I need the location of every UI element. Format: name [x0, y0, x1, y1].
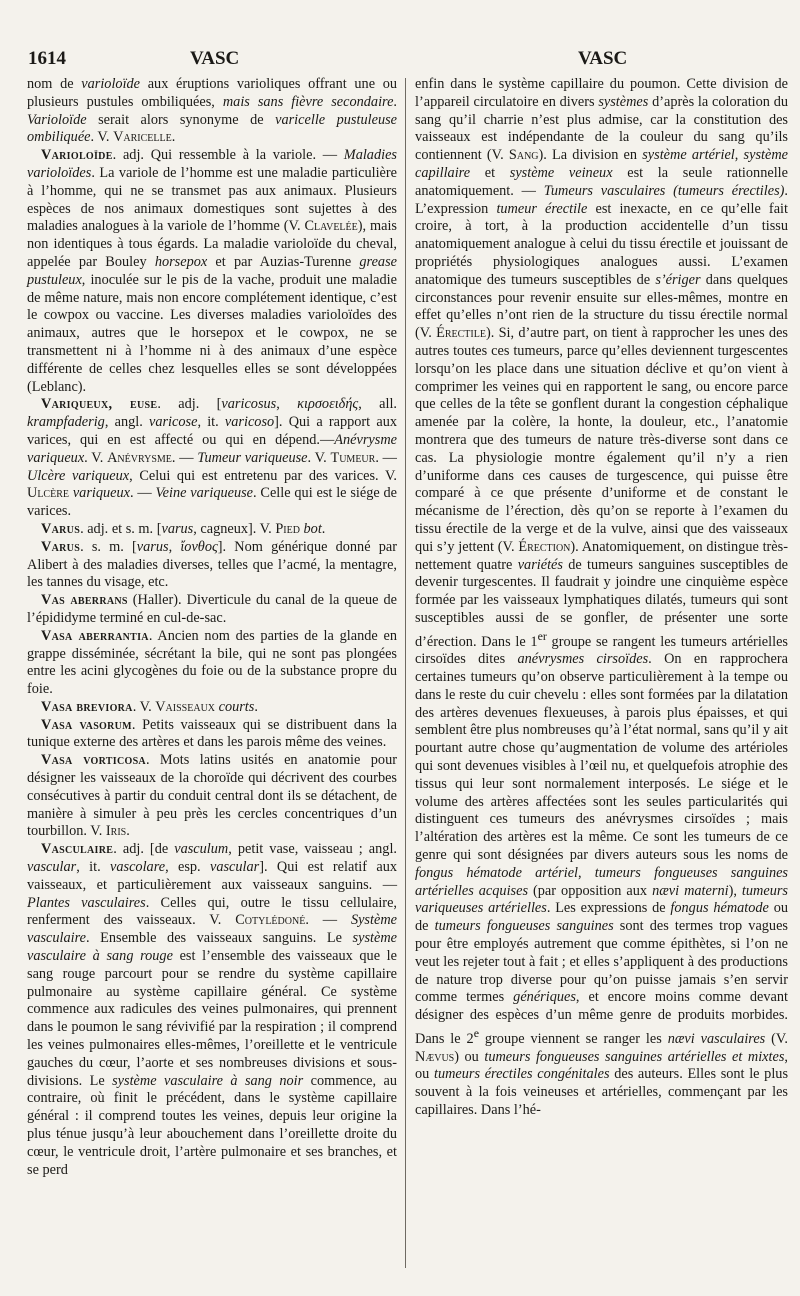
dictionary-entry: Vasa vasorum. Petits vaisseaux qui se distribuent dans la tunique externe des artères et dans les parois même des veines. — [27, 716, 397, 751]
running-header — [0, 48, 800, 74]
continued-paragraph: enfin dans le système capillaire du poumon. Cette division de l’appareil circulatoire en divers systèmes d’après la coloration du sang qu’il charrie n’est plus admise, car la constitution des vaisseaux est indépendante de la couleur du sang qu’ils contiennent (V. Sang). La division en système artériel, système capillaire et système veineux est la seule rationnelle anatomiquement. — Tumeurs vasculaires (tumeurs érectiles). L’expression tumeur érectile est inexacte, en ce qu’elle fait croire, à tort, à la production accidentelle d’un tissu anatomiquement analogue à celui du tissu érectile et jouissant de propriétés physiologiques analogues aussi. L’examen anatomique des tumeurs susceptibles de s’ériger dans quelques circonstances pour revenir ensuite sur elles-mêmes, montre en effet qu’elles n’ont rien de la structure du tissu érectile normal (V. Érectile). Si, d’autre part, on tient à rapprocher les unes des autres toutes ces tumeurs, parce qu’elles deviennent turgescentes lorsqu’on les place dans une situation déclive et qu’on vient à comprimer les veines qui en rapportent le sang, ou encore parce que celles de la tête se gonflent durant la congestion céphalique amenée par la colère, la honte, la douleur, etc., l’anatomie montrera que des tumeurs de nature très-diverse sont dans ce cas. La physiologie montre également qu’il n’y a rien d’uniforme dans ces causes de turgescence, qui puisse être comparé à ce que présente d’uniforme et de constant le mécanisme de l’érection, dès qu’on se reporte à l’examen du tissu érectile de la verge et de la vulve, ainsi que des vaisseaux qui s’y jettent (V. Érection). Anatomiquement, on distingue très-nettement quatre variétés de tumeurs sanguines susceptibles de devenir turgescentes. Il faudrait y joindre une cinquième espèce formée par les vaisseaux lymphatiques dilatés, tumeurs qui sont susceptibles aussi de se gonfler, de présenter une sorte d’érection. Dans le 1er groupe se rangent les tumeurs artérielles cirsoïdes dites anévrysmes cirsoïdes. On en rapprochera certaines tumeurs qu’on observe particulièrement à la tempe ou dans le reste du cuir chevelu : elles sont formées par la dilatation des artères devenues flexueuses, à parois plus épaisses, et qui semblent être plus nombreuses qu’à l’état normal, sans qu’il y ait pourtant autre chose qu’augmentation de volume des artérioles qui sont devenues visibles à l’œil nu, et quelquefois atrophie des tissus qui leur sont normalement interposés. Le siége et le volume des artères affectées sont les seules particularités qui distinguent ces tumeurs des anévrysmes cirsoïdes ; mais l’altération des artères est la même. Ce sont les tumeurs de ce genre qui sont désignées par divers auteurs sous les noms de fongus hématode artériel, tumeurs fongueuses sanguines artérielles acquises (par opposition aux nævi materni), tumeurs variqueuses artérielles. Les expressions de fongus hématode ou de tumeurs fongueuses sanguines sont des termes trop vagues pour être employés autrement que comme épithètes, si l’on ne veut les rejeter tout à fait ; et elles s’appliquent à des productions de nature trop diverse pour qu’on puisse jamais s’en servir comme termes génériques, et encore moins comme devant désigner des espèces d’un même genre de produits morbides. Dans le 2e groupe viennent se ranger les nævi vasculaires (V. Nævus) ou tumeurs fongueuses sanguines artérielles et mixtes, ou tumeurs érectiles congénitales des auteurs. Elles sont le plus souvent à la fois veineuses et artérielles, commençant par les capillaires. Dans l’hé- — [415, 76, 789, 1118]
dictionary-entry: Variqueux, euse. adj. [varicosus, κιρσοειδής, all. krampfaderig, angl. varicose, it. varicoso]. Qui a rapport aux varices, qui en est affecté ou qui en dépend.—Anévrysme variqueux. V. Anévrysme. — Tumeur variqueuse. V. Tumeur. — Ulcère variqueux, Celui qui est entretenu par des varices. V. Ulcère variqueux. — Veine variqueuse. Celle qui est le siége de varices. — [27, 396, 398, 520]
left-running-head: VASC — [190, 48, 240, 69]
dictionary-entry: Varus. s. m. [varus, ἴονθος]. Nom générique donné par Alibert à des maladies diverses, telles que l’acmé, la mentagre, les tannes du visage, etc. — [27, 538, 397, 591]
dictionary-entry: Vasa vorticosa. Mots latins usités en anatomie pour désigner les vaisseaux de la choroïde qui décrivent des courbes consécutives à partir du conduit central dont ils se détachent, de manière à simuler à peu près les cercles concentriques d’un tourbillon. V. Iris. — [27, 752, 397, 840]
dictionary-entry: Vasa breviora. V. Vaisseaux courts. — [41, 698, 258, 715]
dictionary-entry: Vasa aberrantia. Ancien nom des parties de la glande en grappe disséminée, sécrétant la bile, qui ne sont pas plongées entre les acini glycogènes du foie ou de la substance propre du foie. — [27, 627, 397, 698]
dictionary-entry: Vas aberrans (Haller). Diverticule du canal de la queue de l’épididyme terminé en cul-de-sac. — [27, 592, 397, 626]
right-running-head: VASC — [578, 48, 628, 69]
column-divider — [405, 78, 406, 1268]
page-number: 1614 — [28, 48, 66, 69]
left-column — [27, 76, 397, 1179]
dictionary-entry: Varus. adj. et s. m. [varus, cagneux]. V. Pied bot. — [41, 520, 326, 537]
dictionary-entry: Vasculaire. adj. [de vasculum, petit vase, vaisseau ; angl. vascular, it. vascolare, esp. vascular]. Qui est relatif aux vaisseaux, et particulièrement aux vaisseaux sanguins. — Plantes vasculaires. Celles qui, outre le tissu cellulaire, renferment des vaisseaux. V. Cotylédoné. — Système vasculaire. Ensemble des vaisseaux sanguins. Le système vasculaire à sang rouge est l’ensemble des vaisseaux que le sang rouge parcourt pour se rendre du système capillaire pulmonaire au système capillaire général. Ce système commence aux radicules des veines pulmonaires, qui prennent dans le poumon le sang révivifié par la respiration ; il comprend les veines pulmonaires elles-mêmes, l’oreillette et le ventricule gauches du cœur, l’aorte et ses nombreuses divisions et sous-divisions. Le système vasculaire à sang noir commence, au contraire, où finit le précédent, dans le système capillaire général : il comprend toutes les veines, depuis leur origine la plus ténue jusqu’à leur abouchement dans l’oreillette droite du cœur, le ventricule droit, l’artère pulmonaire et ses branches, et se perd — [27, 841, 397, 1178]
dictionary-entry: Varioloïde. adj. Qui ressemble à la variole. — Maladies varioloïdes. La variole de l’homme est une maladie particulière à l’homme, qui ne se transmet pas aux animaux. Plusieurs espèces de nos animaux domestiques sont sujettes à des maladies analogues à la variole de l’homme (V. Clavelée), mais non identiques à tous égards. La maladie varioloïde du cheval, appelée par Bouley horsepox et par Auzias-Turenne grease pustuleux, inoculée sur le pis de la vache, produit une maladie de même nature, mais non encore complétement identique, c’est le cowpox ou vaccine. Les diverses maladies varioloïdes des animaux, autres que le horsepox et le cowpox, ne se transmettent ni à l’homme ni à des animaux d’une espèce différente de celles chez lesquelles elles se sont développées (Leblanc). — [27, 147, 397, 395]
continued-paragraph: nom de varioloïde aux éruptions varioliques offrant une ou plusieurs pustules ombiliquées, mais sans fièvre secondaire. Varioloïde serait alors synonyme de varicelle pustuleuse ombiliquée. V. Varicelle. — [27, 76, 398, 146]
right-column — [415, 76, 788, 1120]
